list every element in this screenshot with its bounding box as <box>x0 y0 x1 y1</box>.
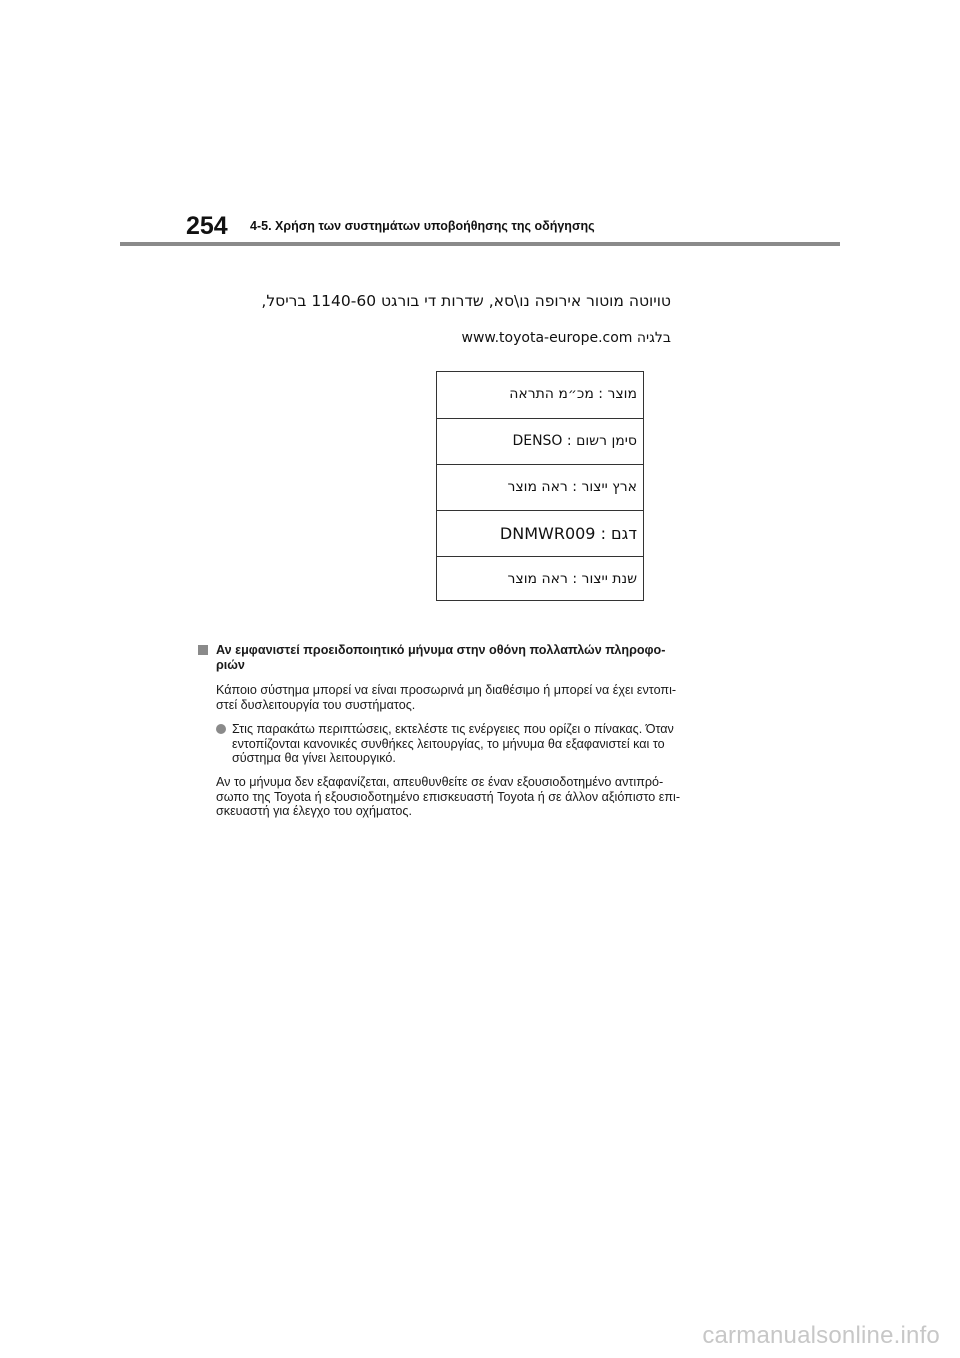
intro-paragraph <box>216 683 756 712</box>
website-line: בלגיה www.toyota-europe.com <box>461 330 671 346</box>
paragraph-line: σωπο της Toyota ή εξουσιοδοτημένο επισκευαστή Toyota ή σε άλλον αξιόπιστο επι- <box>216 789 681 804</box>
label-row-country: ארץ ייצור : ראה מוצר <box>437 464 643 509</box>
square-bullet-icon <box>198 645 208 655</box>
bullet-item <box>232 722 752 766</box>
paragraph-line: Αν το μήνυμα δεν εξαφανίζεται, απευθυνθείτε σε έναν εξουσιοδοτημένο αντιπρό- <box>216 775 664 789</box>
address-line: טויוטה מוטור אירופה נו\סא, שדרות די בורגט 1140-60 בריסל, <box>261 292 671 310</box>
paragraph-line: στεί δυσλειτουργία του συστήματος. <box>216 697 416 712</box>
radar-label-table <box>436 371 644 601</box>
contact-paragraph <box>216 775 756 819</box>
circle-bullet-icon <box>216 724 226 734</box>
label-row-model: דגם : DNMWR009 <box>437 510 643 555</box>
heading-line: Αν εμφανιστεί προειδοποιητικό μήνυμα στην οθόνη πολλαπλών πληροφο- <box>216 643 666 657</box>
paragraph-line: Κάποιο σύστημα μπορεί να είναι προσωρινά μη διαθέσιμο ή μπορεί να έχει εντοπι- <box>216 683 677 697</box>
label-row-brand: סימן רשום : DENSO <box>437 418 643 463</box>
section-title: 4-5. Χρήση των συστημάτων υποβοήθησης της οδήγησης <box>250 219 595 233</box>
bullet-line: Στις παρακάτω περιπτώσεις, εκτελέστε τις ενέργειες που ορίζει ο πίνακας. Όταν <box>232 722 674 736</box>
site-watermark: carmanualsonline.info <box>702 1322 940 1349</box>
bullet-line: σύστημα θα γίνει λειτουργικό. <box>232 751 396 765</box>
warning-heading <box>216 643 756 672</box>
page-number: 254 <box>186 212 228 240</box>
label-row-year: שנת ייצור : ראה מוצר <box>437 556 643 601</box>
header-divider <box>120 242 840 246</box>
label-row-product: מוצר : מכ״מ התראה <box>509 386 637 402</box>
paragraph-line: σκευαστή για έλεγχο του οχήματος. <box>216 804 412 818</box>
bullet-line: εντοπίζονται κανονικές συνθήκες λειτουργίας, το μήνυμα θα εξαφανιστεί και το <box>232 736 665 751</box>
heading-line: ριών <box>216 657 245 672</box>
